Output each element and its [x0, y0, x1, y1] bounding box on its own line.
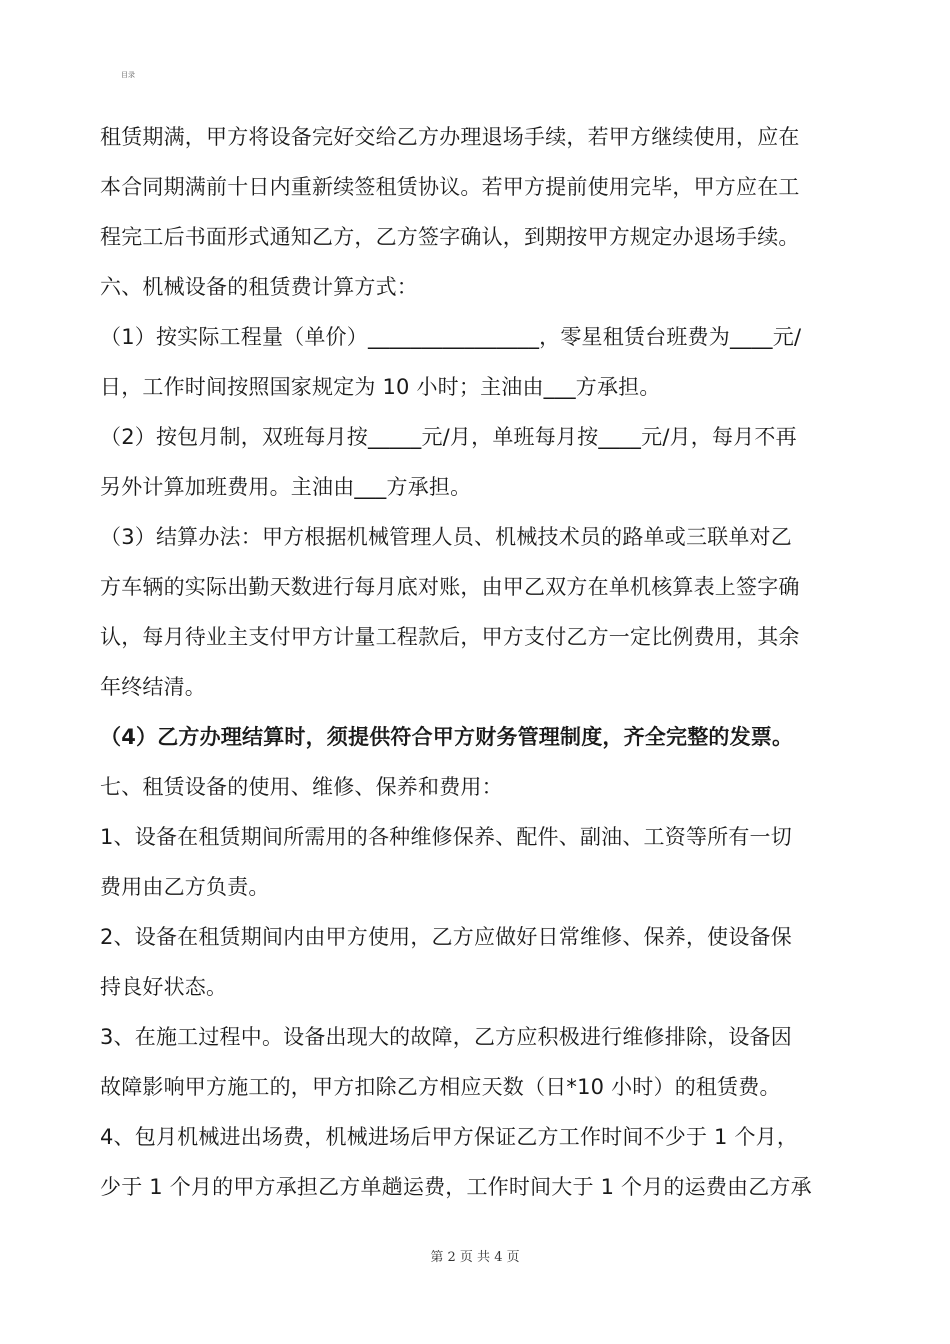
body-line: 另外计算加班费用。主油由___方承担。 [100, 475, 472, 499]
page-number: 第 2 页 共 4 页 [430, 1250, 520, 1265]
body-line: （2）按包月制，双班每月按_____元/月，单班每月按____元/月，每月不再 [100, 425, 797, 449]
body-line: 少于 1 个月的甲方承担乙方单趟运费，工作时间大于 1 个月的运费由乙方承 [100, 1175, 812, 1199]
section-heading: 六、机械设备的租赁费计算方式： [100, 275, 418, 299]
body-line: 4、包月机械进出场费，机械进场后甲方保证乙方工作时间不少于 1 个月， [100, 1125, 799, 1149]
body-line: 日，工作时间按照国家规定为 10 小时；主油由___方承担。 [100, 375, 661, 399]
document-body [100, 112, 845, 1212]
section-heading: 七、租赁设备的使用、维修、保养和费用： [100, 775, 503, 799]
body-line: 2、设备在租赁期间内由甲方使用，乙方应做好日常维修、保养，使设备保 [100, 925, 792, 949]
bold-clause: （4）乙方办理结算时，须提供符合甲方财务管理制度，齐全完整的发票。 [100, 725, 794, 749]
body-line: 程完工后书面形式通知乙方，乙方签字确认，到期按甲方规定办退场手续。 [100, 225, 800, 249]
body-line: （1）按实际工程量（单价）________________，零星租赁台班费为____元/ [100, 325, 802, 349]
body-line: 方车辆的实际出勤天数进行每月底对账，由甲乙双方在单机核算表上签字确 [100, 575, 800, 599]
body-line: 持良好状态。 [100, 975, 228, 999]
body-line: 本合同期满前十日内重新续签租赁协议。若甲方提前使用完毕，甲方应在工 [100, 175, 800, 199]
body-line: 租赁期满，甲方将设备完好交给乙方办理退场手续，若甲方继续使用，应在 [100, 125, 800, 149]
body-line: 年终结清。 [100, 675, 206, 699]
body-line: 认，每月待业主支付甲方计量工程款后，甲方支付乙方一定比例费用，其余 [100, 625, 800, 649]
body-line: 费用由乙方负责。 [100, 875, 270, 899]
body-line: （3）结算办法：甲方根据机械管理人员、机械技术员的路单或三联单对乙 [100, 525, 792, 549]
body-line: 3、在施工过程中。设备出现大的故障，乙方应积极进行维修排除，设备因 [100, 1025, 792, 1049]
body-line: 故障影响甲方施工的，甲方扣除乙方相应天数（日*10 小时）的租赁费。 [100, 1075, 781, 1099]
body-line: 1、设备在租赁期间所需用的各种维修保养、配件、副油、工资等所有一切 [100, 825, 792, 849]
header-mark: 目录 [121, 71, 135, 79]
